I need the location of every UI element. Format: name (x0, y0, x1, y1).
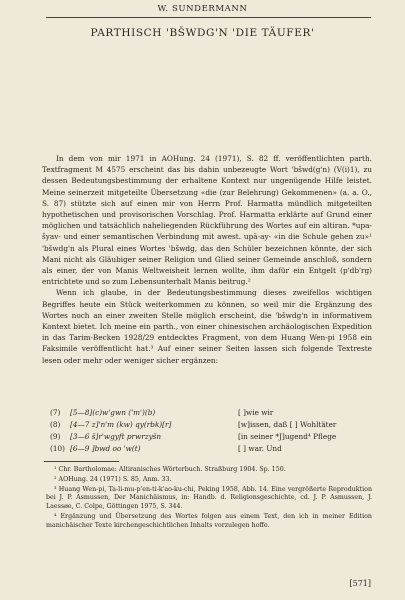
line-number: (9) (50, 432, 61, 441)
parthian-text: [4—7 z]'n'm (kw) qy(rbk)[r] (70, 420, 172, 429)
translation: [w]issen, daß [ ] Wohltäter (238, 420, 337, 429)
fragment-lines (50, 407, 370, 455)
paragraph: Wenn ich glaube, in der Bedeutungsbestimmung dieses zweifellos wichtigen Begriffes heute ein Stück weiterkommen zu können, so weil mir die Ergänzung des Wortes noch an einer zweiten Stelle möglich erscheint, die 'bšwdg'n in informativem Kontext bietet. Ich meine ein parth., von einer chinesischen archäologischen Expedition in das Tarim-Becken 1928/29 entdecktes Fragment, von dem Huang Wen-pi 1958 ein Faksimile veröffentlicht hat.³ Auf einer seiner Seiten lassen sich folgende Textreste lesen oder mehr oder weniger sicher ergänzen: (42, 288, 372, 365)
fragment-line (50, 431, 370, 443)
article-title: PARTHISCH 'BŠWDG'N 'DIE TÄUFER' (90, 27, 315, 39)
footnote: ² AOHung. 24 (1971) S. 85, Anm. 33. (54, 475, 172, 483)
footnote-rule (44, 461, 119, 462)
footnote: ³ Huang Wen-pi, Ta-li-mu-p'en-ti-k'ao-ku-chi, Peking 1958, Abb. 14. Eine vergrößerte Reproduktion bei J. P. Asmussen, Der Manichäismus, in: Handb. d. Religionsgeschichte, cd. J. P. Asmussen, J. Laessøe, C. Colpe, Göttingen 1975, S. 344. (46, 485, 372, 511)
fragment-line (50, 407, 370, 419)
parthian-text: [3—6 š]r'wgyft prwrzyšn (70, 432, 162, 441)
fragment-line (50, 419, 370, 431)
body-text (42, 153, 372, 366)
parthian-text: [6—9 ]bwd oo 'w(t) (70, 444, 141, 453)
page-number: [571] (349, 579, 371, 588)
footnote: ⁴ Ergänzung und Übersetzung des Wortes folgen aus einem Text, den ich in meiner Edition manichäischer Texte kirchengeschichtlichen Inhalts vorzulegen hoffe. (46, 512, 372, 529)
line-number: (8) (50, 420, 61, 429)
line-number: (7) (50, 408, 61, 417)
translation: [ ] war. Und (238, 444, 282, 453)
translation: [in seiner *J]ugend⁴ Pflege (238, 432, 337, 441)
translation: [ ]wie wir (238, 408, 274, 417)
footnotes (46, 466, 372, 532)
line-number: (10) (50, 444, 65, 453)
parthian-text: [5—8](c)w'gwn ('m')(b) (70, 408, 156, 417)
paragraph: In dem von mir 1971 in AOHung. 24 (1971), S. 82 ff. veröffentlichten parth. Textfragment M 4575 erscheint das bis dahin unbezeugte Wort 'bšwd(g'n) (V(i)1), zu dessen Bedeutungsbestimmung der erhaltene Kontext nur ungenügende Hilfe leistet. Meine seinerzeit mitgeteilte Übersetzung «die (zur Belehrung) Gekommenen» (a. a. O., S. 87) stützte sich auf einen mir von Herrn Prof. Harmatta mündlich mitgeteilten hypothetischen und provisorischen Vorschlag. Prof. Harmatta erklärte auf Grund einer möglichen und tatsächlich naheliegenden Rückführung des Wortes auf ein altiran. *upa-šyav- und einer semantischen Verbindung mit awest. upā-ay- «in die Schule gehen zu»¹ 'bšwdg'n als Plural eines Wortes 'bšwdg, das den Schüler bezeichnen könnte, der sich Mani nicht als Gläubiger seiner Religion und Glied seiner Gemeinde anschloß, sondern als einer, der von Manis Weltweisheit lernen wollte, ihm dafür ein Entgelt (p'db'rg) entrichtete und so zum Lebensunterhalt Manis beitrug.² (42, 154, 372, 287)
header-rule (46, 17, 371, 18)
running-head-author: W. SUNDERMANN (157, 4, 248, 14)
fragment-line (50, 443, 370, 455)
footnote: ¹ Chr. Bartholomae: Altiranisches Wörterbuch. Straßburg 1904. Sp. 150. (54, 466, 286, 473)
